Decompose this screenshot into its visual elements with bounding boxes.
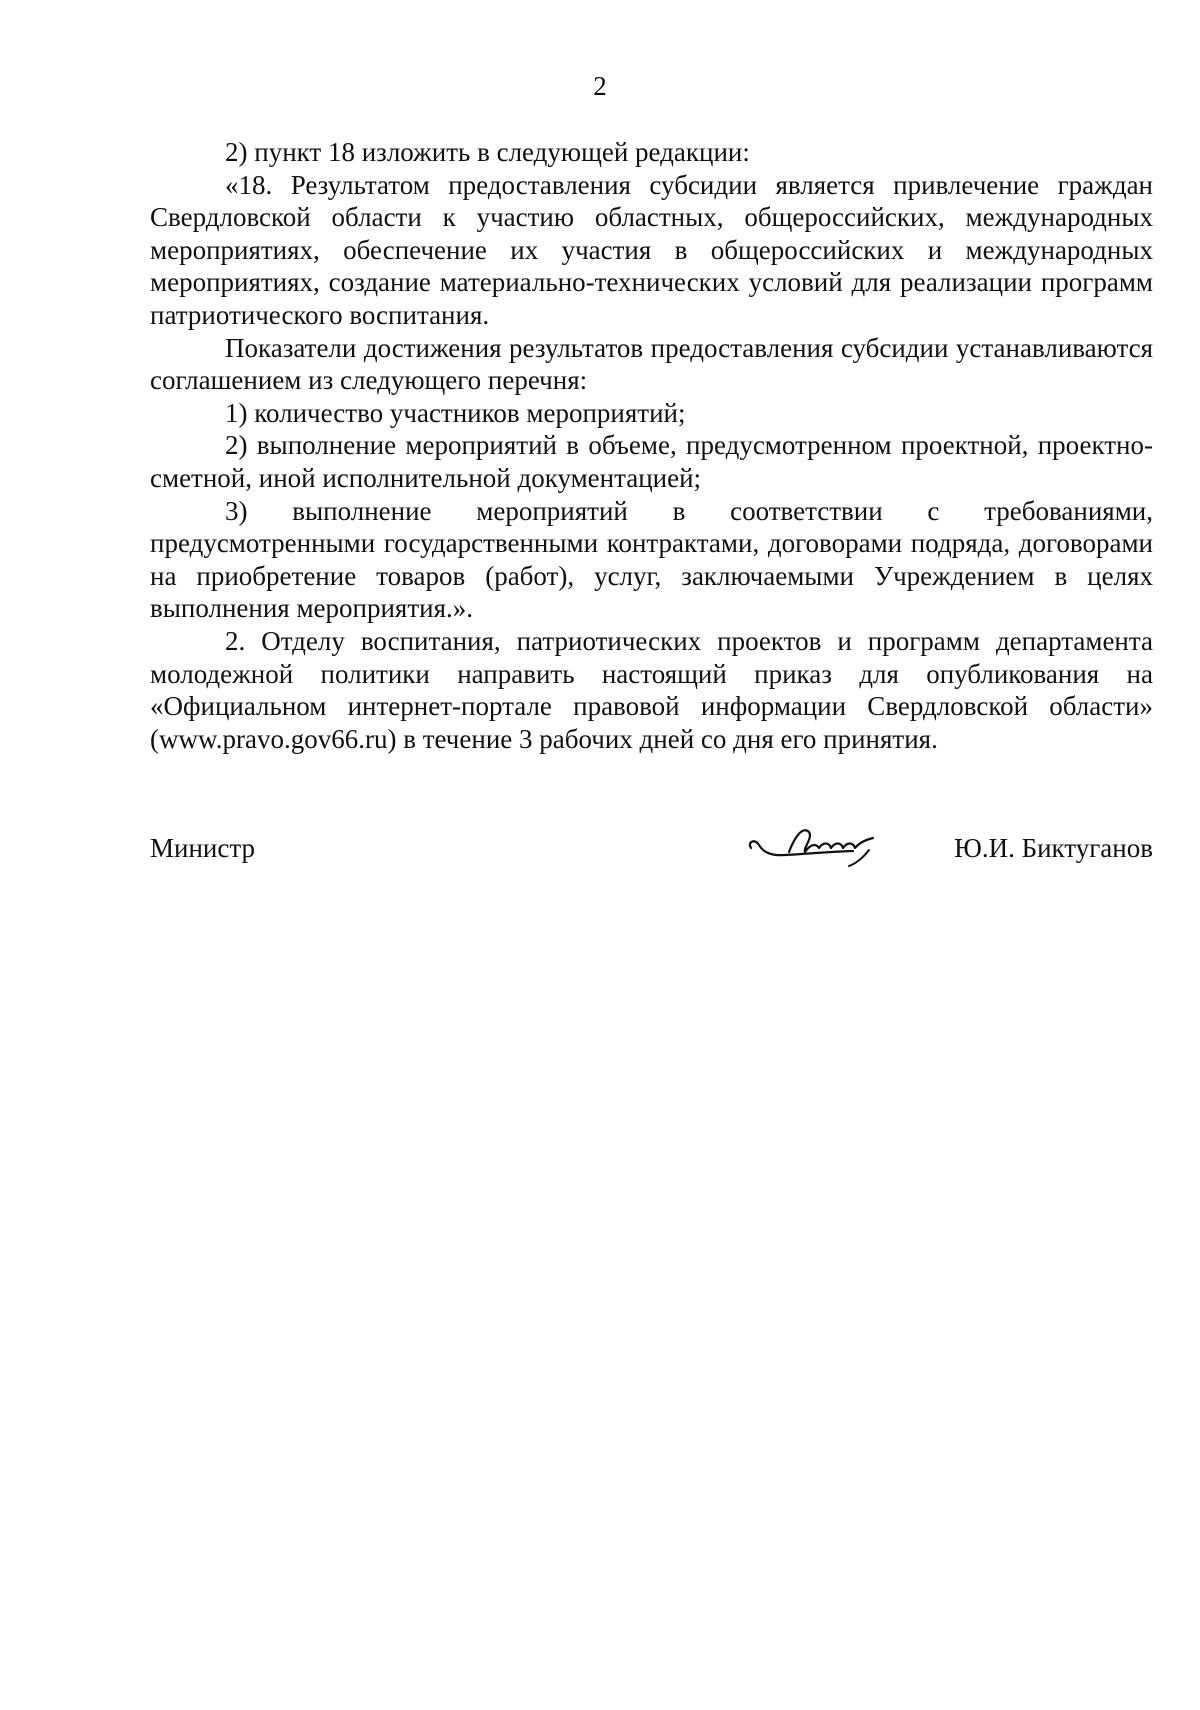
paragraph-publication: 2. Отделу воспитания, патриотических проектов и программ департамента молодежной политики направить настоящий приказ для опубликования на «Официальном интернет-портале правовой информации Свердловской области» (www.pravo.gov66.ru) в течение 3 рабочих дней со дня его принятия.: [150, 625, 1153, 754]
paragraph-item-18-text: «18. Результатом предоставления субсидии является привлечение граждан Свердловской области к участию областных, общероссийских, международных мероприятиях, обеспечение их участия в общероссийских и международных мероприятиях, создание материально-технических условий для реализации программ патриотического воспитания.: [150, 169, 1153, 330]
page-number: 2: [593, 71, 607, 101]
paragraph-indicator-3: 3) выполнение мероприятий в соответствии с требованиями, предусмотренными государственными контрактами, договорами подряда, договорами на приобретение товаров (работ), услуг, заключаемыми Учреждением в целях выполнения мероприятия.».: [150, 495, 1153, 624]
handwritten-signature: [745, 818, 895, 870]
document-body: [150, 136, 1153, 755]
signatory-name: Ю.И. Биктуганов: [954, 833, 1153, 863]
signatory-title: Министр: [150, 833, 255, 863]
paragraph-indicator-1: 1) количество участников мероприятий;: [225, 397, 686, 428]
paragraph-item-18-intro: 2) пункт 18 изложить в следующей редакции:: [225, 137, 750, 167]
signature-block: [150, 832, 1153, 872]
paragraph-indicator-2: 2) выполнение мероприятий в объеме, предусмотренном проектной, проектно-сметной, иной исполнительной документацией;: [150, 430, 1153, 493]
paragraph-indicators: Показатели достижения результатов предоставления субсидии устанавливаются соглашением из следующего перечня:: [150, 332, 1153, 396]
